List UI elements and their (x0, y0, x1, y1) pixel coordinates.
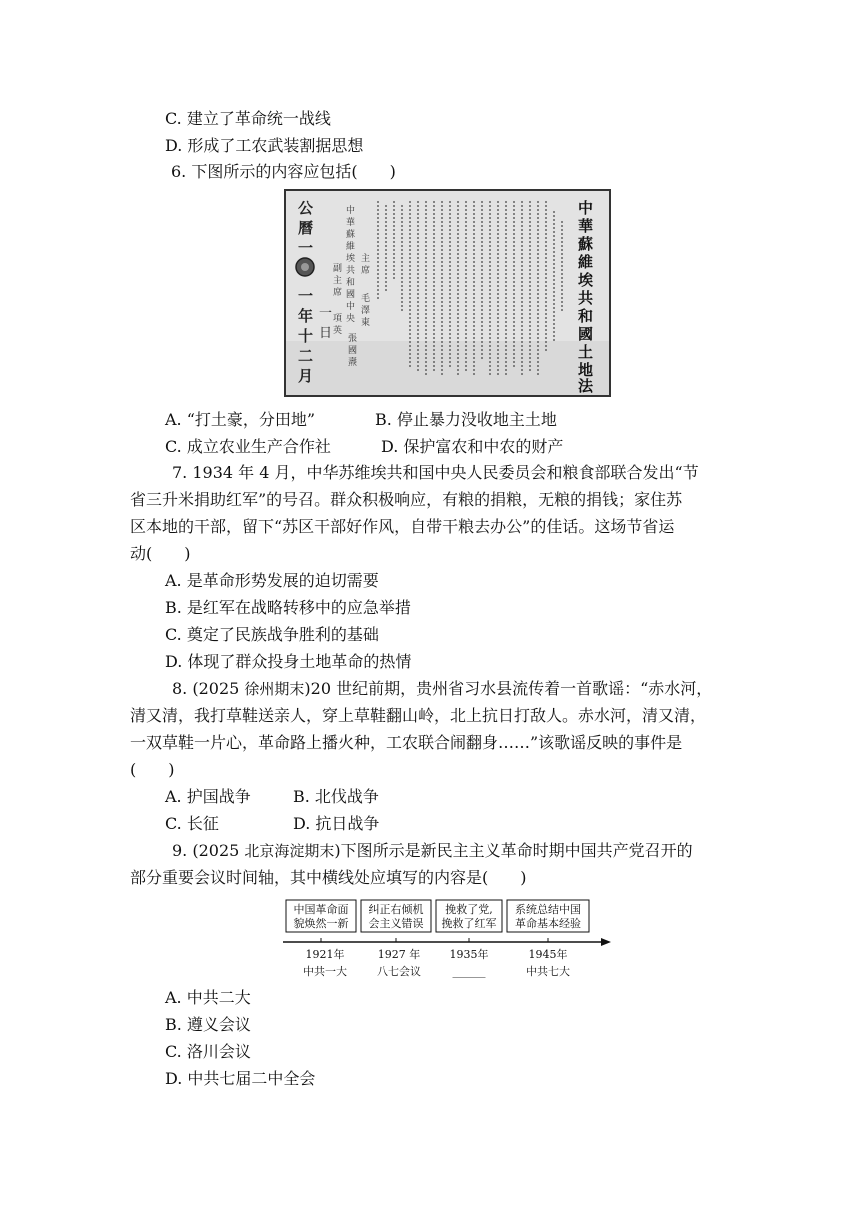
q8-source: 徐州期末 (244, 680, 305, 698)
svg-text:席: 席 (361, 266, 371, 276)
decree-date-char: 公 (298, 199, 314, 217)
timeline-box-2-line-2: 会主义错误 (368, 917, 424, 930)
timeline-year-3: 1935年 (449, 948, 489, 961)
svg-text:主: 主 (361, 254, 371, 264)
svg-text:埃: 埃 (578, 271, 594, 289)
q8-option-a[interactable]: A. 护国战争 (165, 787, 251, 806)
svg-text:維: 維 (578, 253, 594, 271)
timeline-box-2-line-1: 纠正右倾机 (368, 903, 424, 916)
decree-photo (286, 191, 609, 395)
svg-text:一: 一 (319, 306, 333, 321)
q5-option-d[interactable]: D. 形成了工农武装割据思想 (165, 136, 364, 155)
timeline-meeting-blank: ______ (452, 965, 486, 978)
q9-option-d[interactable]: D. 中共七届二中全会 (165, 1069, 316, 1088)
svg-text:蘇: 蘇 (346, 230, 356, 240)
svg-text:燾: 燾 (348, 358, 358, 368)
q6-option-b[interactable]: B. 停止暴力没收地主土地 (375, 410, 557, 429)
timeline-meeting-1: 中共一大 (303, 965, 347, 978)
q8-stem-line-1 (172, 679, 712, 699)
q6-stem: 6. 下图所示的内容应包括( ) (171, 162, 396, 181)
svg-text:法: 法 (578, 377, 594, 395)
q8-number: 8. (2025 (172, 679, 245, 698)
svg-text:和: 和 (578, 307, 594, 325)
timeline-year-4: 1945年 (528, 948, 568, 961)
svg-text:共: 共 (578, 289, 594, 307)
timeline-box-1-line-2: 貌焕然一新 (293, 917, 349, 930)
svg-text:蘇: 蘇 (578, 235, 594, 253)
q7-option-d[interactable]: D. 体现了群众投身土地革命的热情 (165, 652, 412, 671)
timeline-meeting-4: 中共七大 (526, 965, 570, 978)
q7-option-a[interactable]: A. 是革命形势发展的迫切需要 (165, 571, 379, 590)
svg-text:一: 一 (298, 239, 314, 257)
svg-text:曆: 曆 (298, 219, 314, 237)
timeline-box-1-line-1: 中国革命面 (293, 903, 349, 916)
svg-text:副: 副 (333, 264, 343, 274)
timeline-box-4-line-1: 系统总结中国 (515, 903, 581, 916)
timeline-year-1: 1921年 (305, 948, 345, 961)
q9-source: 北京海淀期末 (244, 842, 335, 860)
svg-text:央: 央 (346, 314, 356, 324)
timeline-arrow-icon (601, 938, 611, 946)
timeline-box-3-line-2: 挽救了红军 (441, 917, 497, 930)
svg-text:主: 主 (333, 276, 343, 286)
svg-text:中: 中 (578, 199, 594, 217)
q9-option-b[interactable]: B. 遵义会议 (165, 1015, 251, 1034)
q7-stem-line-2: 省三升米捐助红军”的号召。群众积极响应，有粮的捐粮，无粮的捐钱；家住苏 (130, 490, 683, 509)
meeting-timeline (283, 898, 613, 980)
svg-text:日: 日 (319, 326, 333, 341)
svg-text:共: 共 (346, 266, 356, 276)
q9-stem-line-1 (172, 841, 693, 861)
svg-text:和: 和 (346, 278, 356, 288)
svg-text:國: 國 (578, 325, 594, 343)
q8-option-c[interactable]: C. 长征 (165, 814, 219, 833)
q7-stem-line-3: 区本地的干部，留下“苏区干部好作风，自带干粮去办公”的佳话。这场节省运 (130, 517, 675, 536)
q6-option-c[interactable]: C. 成立农业生产合作社 (165, 437, 331, 456)
q9-option-c[interactable]: C. 洛川会议 (165, 1042, 251, 1061)
svg-text:國: 國 (348, 346, 358, 356)
q6-option-a[interactable]: A. “打土豪，分田地” (165, 410, 316, 429)
svg-text:國: 國 (346, 290, 356, 300)
svg-text:維: 維 (346, 242, 356, 252)
decree-title-column (577, 199, 594, 395)
svg-text:月: 月 (298, 367, 314, 385)
q8-stem-line-2: 清又清，我打草鞋送亲人，穿上草鞋翻山岭，北上抗日打敌人。赤水河，清又清， (130, 706, 707, 725)
q8-option-b[interactable]: B. 北伐战争 (293, 787, 379, 806)
q9-option-a[interactable]: A. 中共二大 (165, 988, 251, 1007)
svg-text:毛: 毛 (361, 294, 371, 304)
svg-text:中: 中 (346, 206, 356, 216)
q6-option-d[interactable]: D. 保护富农和中农的财产 (381, 437, 564, 456)
q8-option-d[interactable]: D. 抗日战争 (293, 814, 380, 833)
svg-text:項: 項 (333, 314, 343, 324)
svg-text:十: 十 (298, 327, 314, 345)
svg-text:華: 華 (578, 217, 594, 235)
q7-option-c[interactable]: C. 奠定了民族战争胜利的基础 (165, 625, 379, 644)
q9-number: 9. (2025 (172, 841, 245, 860)
svg-text:年: 年 (298, 307, 314, 325)
svg-text:張: 張 (348, 334, 358, 344)
q7-stem-line-4: 动( ) (130, 544, 191, 563)
timeline-year-2: 1927 年 (377, 948, 421, 961)
svg-text:地: 地 (578, 361, 594, 379)
q9-stem-line-1-text: )下图所示是新民主主义革命时期中国共产党召开的 (334, 841, 693, 860)
svg-text:英: 英 (333, 326, 343, 336)
q5-option-c[interactable]: C. 建立了革命统一战线 (165, 109, 331, 128)
svg-text:東: 東 (361, 318, 371, 328)
svg-text:一: 一 (298, 287, 314, 305)
svg-text:二: 二 (298, 347, 314, 365)
timeline-meeting-2: 八七会议 (377, 965, 421, 978)
svg-text:席: 席 (333, 288, 343, 298)
q8-stem-line-4: ( ) (130, 760, 175, 779)
q7-stem-line-1: 7. 1934 年 4 月，中华苏维埃共和国中央人民委员会和粮食部联合发出“节 (172, 463, 699, 482)
timeline-box-4-line-2: 革命基本经验 (515, 917, 581, 930)
timeline-box-3-line-1: 挽救了党, (445, 903, 493, 916)
q9-stem-line-2: 部分重要会议时间轴，其中横线处应填写的内容是( ) (130, 868, 527, 887)
q8-stem-line-3: 一双草鞋一片心，革命路上播火种，工农联合闹翻身……”该歌谣反映的事件是 (130, 733, 683, 752)
svg-text:澤: 澤 (361, 306, 371, 316)
svg-text:埃: 埃 (346, 254, 356, 264)
svg-text:中: 中 (346, 302, 356, 312)
q8-stem-line-1-text: )20 世纪前期，贵州省习水县流传着一首歌谣：“赤水河， (304, 679, 713, 698)
land-law-decree-image (284, 189, 611, 397)
q7-option-b[interactable]: B. 是红军在战略转移中的应急举措 (165, 598, 411, 617)
svg-text:華: 華 (346, 218, 356, 228)
svg-text:土: 土 (578, 343, 594, 361)
